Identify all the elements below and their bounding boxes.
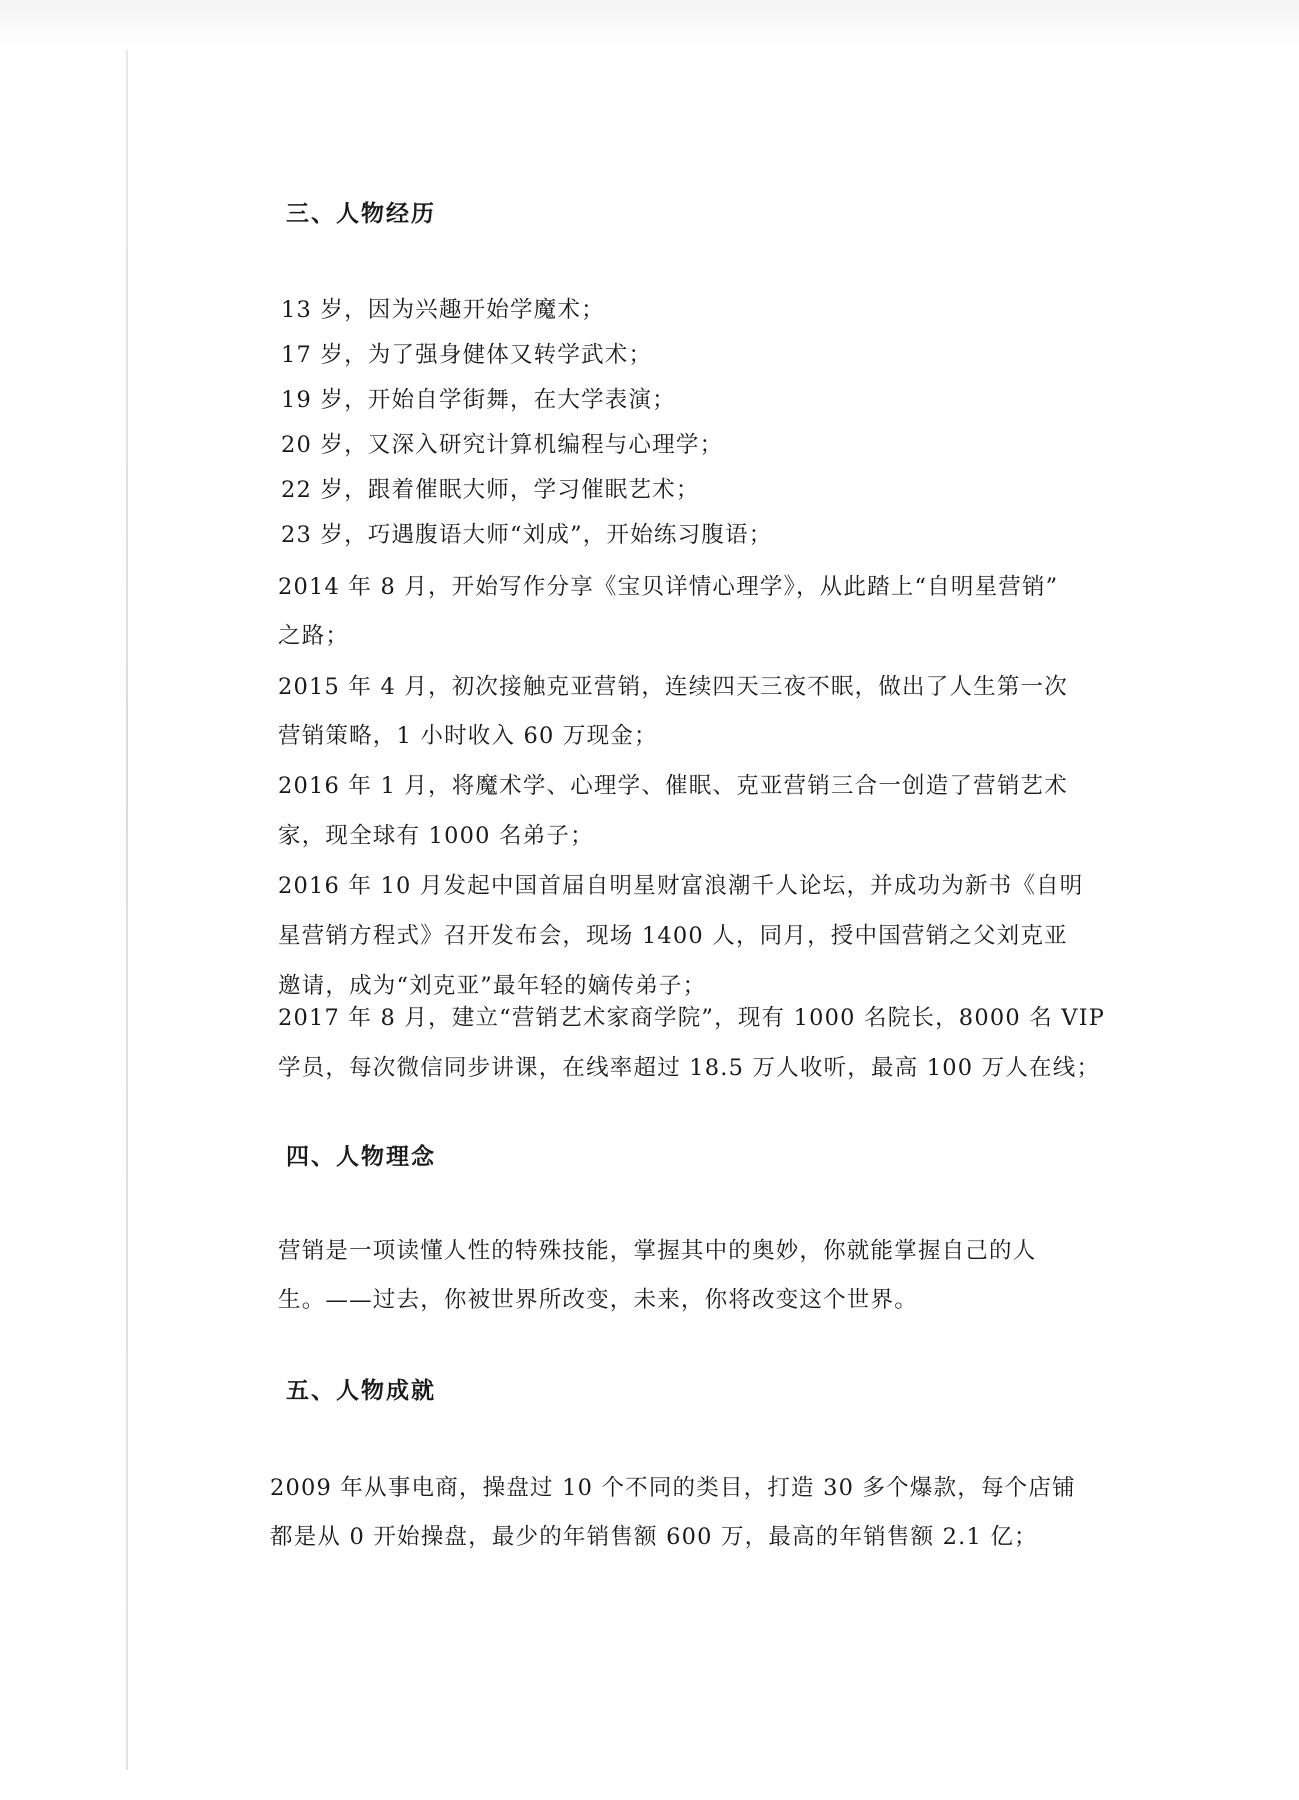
experience-line: 星营销方程式》召开发布会，现场 1400 人，同月，授中国营销之父刘克亚	[278, 923, 1068, 949]
experience-line: 2016 年 10 月发起中国首届自明星财富浪潮千人论坛，并成功为新书《自明	[278, 873, 1084, 899]
experience-line: 2015 年 4 月，初次接触克亚营销，连续四天三夜不眠，做出了人生第一次	[278, 674, 1068, 700]
section-heading-philosophy: 四、人物理念	[286, 1144, 436, 1170]
experience-line: 家，现全球有 1000 名弟子；	[278, 823, 594, 849]
experience-line: 19 岁，开始自学街舞，在大学表演；	[281, 387, 676, 413]
section-heading-achievements: 五、人物成就	[286, 1378, 436, 1404]
scan-top-shadow	[0, 0, 1299, 46]
experience-line: 20 岁，又深入研究计算机编程与心理学；	[281, 432, 724, 458]
experience-line: 13 岁，因为兴趣开始学魔术；	[281, 297, 605, 323]
experience-line: 营销策略，1 小时收入 60 万现金；	[278, 723, 658, 749]
experience-line: 2017 年 8 月，建立“营销艺术家商学院”，现有 1000 名院长，8000 名 VIP	[278, 1005, 1106, 1031]
experience-line: 17 岁，为了强身健体又转学武术；	[281, 342, 653, 368]
experience-line: 学员，每次微信同步讲课，在线率超过 18.5 万人收听，最高 100 万人在线；	[278, 1055, 1101, 1081]
achievements-line: 都是从 0 开始操盘，最少的年销售额 600 万，最高的年销售额 2.1 亿；	[270, 1524, 1038, 1550]
philosophy-line: 生。——过去，你被世界所改变，未来，你将改变这个世界。	[278, 1287, 918, 1313]
experience-line: 23 岁，巧遇腹语大师“刘成”，开始练习腹语；	[281, 522, 773, 548]
scan-page-edge	[126, 50, 128, 1770]
section-heading-experience: 三、人物经历	[286, 201, 436, 227]
experience-line: 邀请，成为“刘克亚”最年轻的嫡传弟子；	[278, 973, 707, 999]
experience-line: 之路；	[278, 623, 350, 649]
experience-line: 2016 年 1 月，将魔术学、心理学、催眠、克亚营销三合一创造了营销艺术	[278, 773, 1068, 799]
experience-line: 2014 年 8 月，开始写作分享《宝贝详情心理学》，从此踏上“自明星营销”	[278, 574, 1059, 600]
experience-line: 22 岁，跟着催眠大师，学习催眠艺术；	[281, 477, 700, 503]
achievements-line: 2009 年从事电商，操盘过 10 个不同的类目，打造 30 多个爆款，每个店铺	[270, 1475, 1076, 1501]
philosophy-line: 营销是一项读懂人性的特殊技能，掌握其中的奥妙，你就能掌握自己的人	[278, 1238, 1037, 1264]
